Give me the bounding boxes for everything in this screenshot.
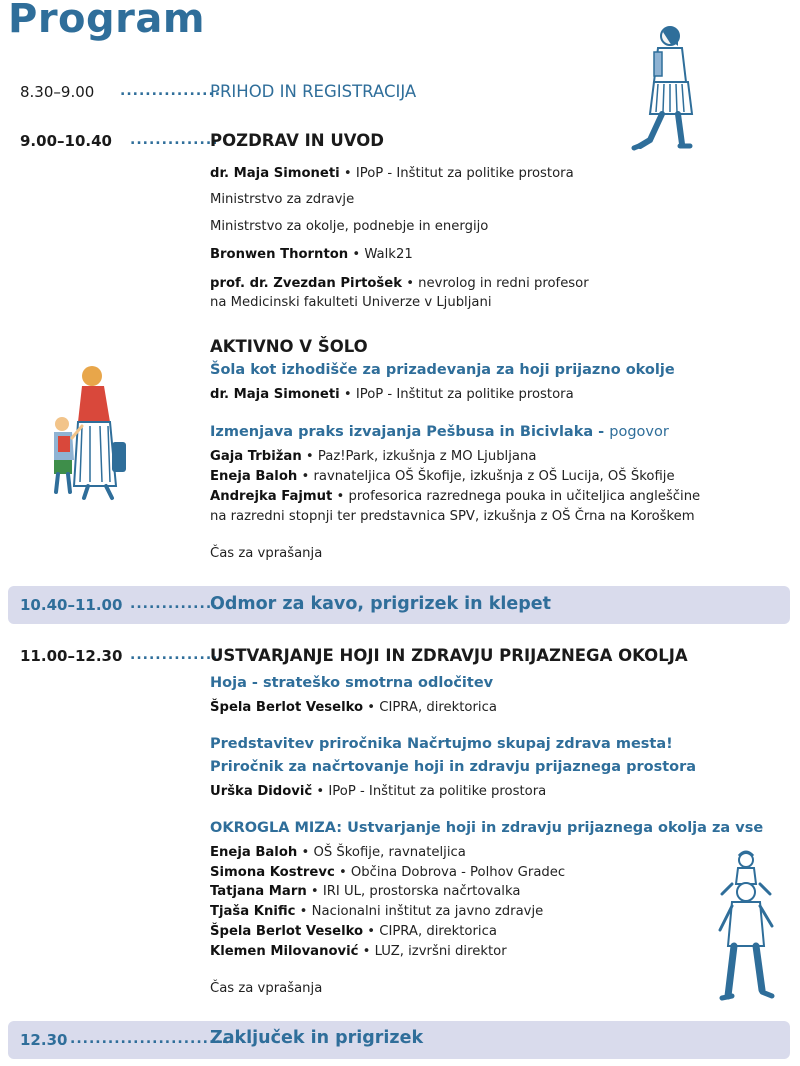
page-title: Program	[8, 0, 206, 42]
time-slot-1: 8.30–9.00	[20, 83, 95, 101]
speaker-line: Simona Kostrevc • Občina Dobrova - Polhov Gradec	[210, 865, 566, 880]
slot-4-heading: USTVARJANJE HOJI IN ZDRAVJU PRIJAZNEGA OKOLJA	[210, 646, 688, 665]
father-child-illustration	[712, 850, 782, 1005]
speaker-line: Andrejka Fajmut • profesorica razrednega pouka in učiteljica angleščine	[210, 489, 701, 504]
section-subtitle: OKROGLA MIZA: Ustvarjanje hoji in zdravju prijaznega okolja za vse	[210, 820, 764, 836]
speaker-line: Urška Didovič • IPoP - Inštitut za politike prostora	[210, 784, 547, 799]
section-subtitle: Priročnik za načrtovanje hoji in zdravju prijaznega prostora	[210, 759, 697, 775]
time-slot-4: 11.00–12.30	[20, 647, 123, 665]
speaker-line: Klemen Milovanović • LUZ, izvršni direktor	[210, 944, 507, 959]
dot-leader: ..............	[130, 132, 219, 148]
questions-note: Čas za vprašanja	[210, 981, 323, 996]
speaker-line: Špela Berlot Veselko • CIPRA, direktorica	[210, 924, 497, 939]
section-subtitle: Hoja - strateško smotrna odločitev	[210, 675, 494, 691]
section-subtitle: Šola kot izhodišče za prizadevanja za hoji prijazno okolje	[210, 362, 675, 378]
mother-child-illustration	[48, 360, 138, 505]
section-subtitle: Predstavitev priročnika Načrtujmo skupaj zdrava mesta!	[210, 736, 673, 752]
slot-1-heading: PRIHOD IN REGISTRACIJA	[210, 82, 417, 101]
speaker-line: Eneja Baloh • ravnateljica OŠ Škofije, izkušnja z OŠ Lucija, OŠ Škofije	[210, 469, 675, 484]
questions-note: Čas za vprašanja	[210, 546, 323, 561]
speaker-line: Ministrstvo za okolje, podnebje in energijo	[210, 219, 489, 234]
section-heading: AKTIVNO V ŠOLO	[210, 337, 368, 356]
speaker-line: dr. Maja Simoneti • IPoP - Inštitut za politike prostora	[210, 166, 574, 181]
speaker-line: na Medicinski fakulteti Univerze v Ljubljani	[210, 295, 492, 310]
speaker-line: Bronwen Thornton • Walk21	[210, 247, 413, 262]
time-slot-3: 10.40–11.00	[20, 596, 123, 614]
speaker-line: prof. dr. Zvezdan Pirtošek • nevrolog in redni profesor	[210, 276, 589, 291]
speaker-line: Gaja Trbižan • Paz!Park, izkušnja z MO Ljubljana	[210, 449, 537, 464]
dot-leader: ..............	[130, 596, 219, 612]
slot-3-heading: Odmor za kavo, prigrizek in klepet	[210, 594, 552, 614]
speaker-line: Ministrstvo za zdravje	[210, 192, 355, 207]
speaker-line: Eneja Baloh • OŠ Škofije, ravnateljica	[210, 845, 466, 860]
slot-2-heading: POZDRAV IN UVOD	[210, 131, 384, 150]
speaker-line: Tjaša Knific • Nacionalni inštitut za javno zdravje	[210, 904, 544, 919]
speaker-line: dr. Maja Simoneti • IPoP - Inštitut za politike prostora	[210, 387, 574, 402]
speaker-line: na razredni stopnji ter predstavnica SPV, izkušnja z OŠ Črna na Koroškem	[210, 509, 695, 524]
time-slot-2: 9.00–10.40	[20, 132, 112, 150]
dot-leader: ................	[120, 83, 222, 99]
dot-leader: ..............	[130, 647, 219, 663]
time-slot-5: 12.30	[20, 1031, 68, 1049]
speaker-line: Tatjana Marn • IRI UL, prostorska načrtovalka	[210, 884, 521, 899]
talk-title: Izmenjava praks izvajanja Pešbusa in Bicivlaka - pogovor	[210, 424, 669, 440]
walking-woman-illustration	[630, 22, 700, 152]
speaker-line: Špela Berlot Veselko • CIPRA, direktorica	[210, 700, 497, 715]
dot-leader: .............................	[70, 1031, 254, 1047]
slot-5-heading: Zaključek in prigrizek	[210, 1028, 424, 1048]
